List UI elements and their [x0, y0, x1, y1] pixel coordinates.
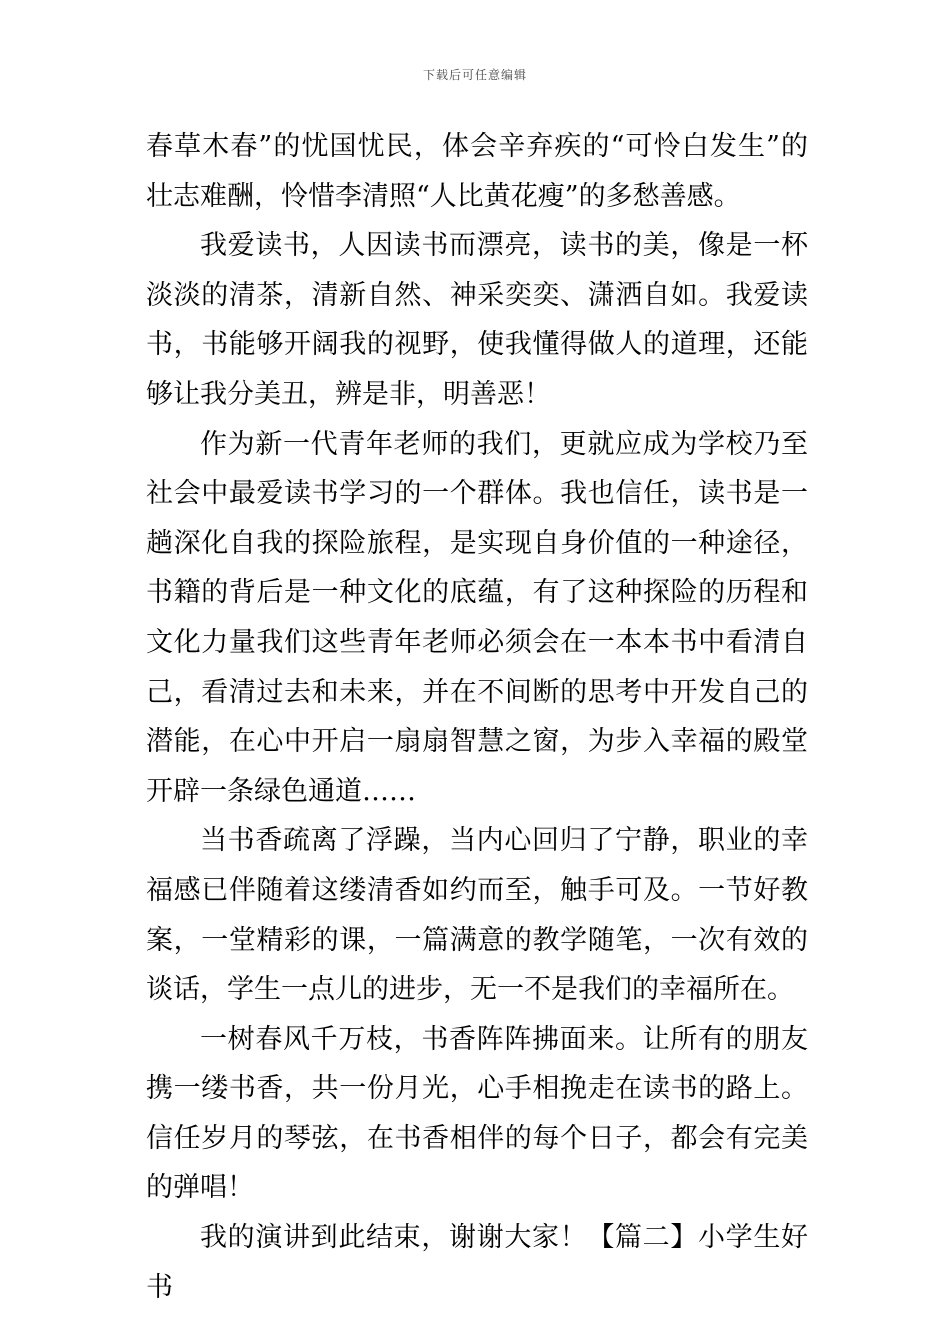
paragraph-spring-breeze: 一树春风千万枝，书香阵阵拂面来。让所有的朋友携一缕书香，共一份月光，心手相挽走在读书的路上。信任岁月的琴弦，在书香相伴的每个日子，都会有完美的弹唱！	[146, 1023, 808, 1204]
paragraph-continuation: 春草木春”的忧国忧民，体会辛弃疾的“可怜白发生”的壮志难酬，怜惜李清照“人比黄花瘦”的多愁善感。	[146, 131, 808, 212]
document-body	[146, 122, 808, 1312]
paragraph-love-reading: 我爱读书，人因读书而漂亮，读书的美，像是一杯淡淡的清茶，清新自然、神采奕奕、潇洒自如。我爱读书，书能够开阔我的视野，使我懂得做人的道理，还能够让我分美丑，辨是非，明善恶！	[146, 230, 808, 410]
page-header-note: 下载后可任意编辑	[422, 68, 527, 82]
paragraph-closing: 我的演讲到此结束，谢谢大家！【篇二】小学生好书	[146, 1222, 808, 1303]
paragraph-happiness: 当书香疏离了浮躁，当内心回归了宁静，职业的幸福感已伴随着这缕清香如约而至，触手可及。一节好教案，一堂精彩的课，一篇满意的教学随笔，一次有效的谈话，学生一点儿的进步，无一不是我们的幸福所在。	[146, 825, 808, 1006]
paragraph-young-teachers: 作为新一代青年老师的我们，更就应成为学校乃至社会中最爱读书学习的一个群体。我也信任，读书是一趟深化自我的探险旅程，是实现自身价值的一种途径，书籍的背后是一种文化的底蕴，有了这种探险的历程和文化力量我们这些青年老师必须会在一本本书中看清自己，看清过去和未来，并在不间断的思考中开发自己的潜能，在心中开启一扇扇智慧之窗，为步入幸福的殿堂开辟一条绿色通道……	[146, 428, 808, 807]
